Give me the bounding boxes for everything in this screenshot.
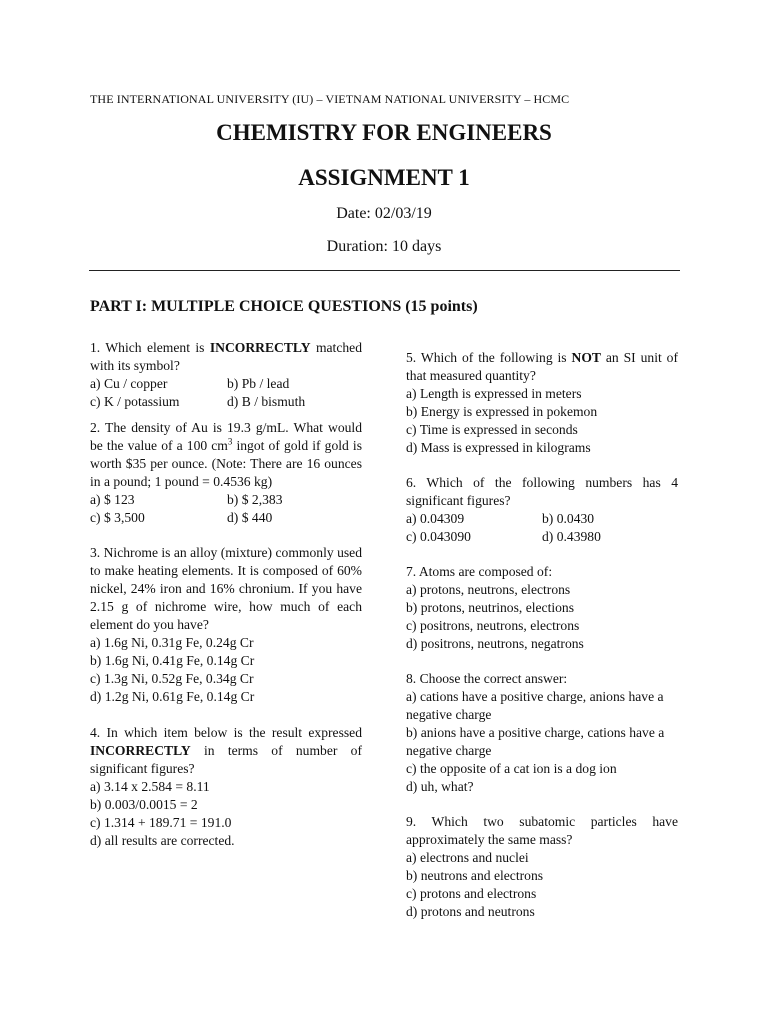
stem-text: an SI unit of that measured quantity?: [406, 350, 678, 383]
option-row: [406, 510, 678, 528]
option-a: a) protons, neutrons, electrons: [406, 582, 571, 597]
stem-text: 4. In which item below is the result expressed: [90, 725, 362, 740]
option-row: [90, 491, 362, 509]
assignment-title: ASSIGNMENT 1: [298, 165, 470, 190]
option-d: d) positrons, neutrons, negatrons: [406, 636, 584, 651]
option-c: c) 0.043090: [406, 529, 471, 544]
option-d: d) all results are corrected.: [90, 833, 235, 848]
option-b: b) 1.6g Ni, 0.41g Fe, 0.14g Cr: [90, 653, 255, 668]
left-column: [90, 339, 362, 850]
header-divider: [89, 270, 680, 271]
question-8: [406, 670, 678, 796]
option-c: c) Time is expressed in seconds: [406, 422, 578, 437]
option-c: c) protons and electrons: [406, 886, 537, 901]
question-stem: 6. Which of the following numbers has 4 significant figures?: [406, 475, 678, 508]
question-1: [90, 339, 362, 411]
option-b: b) $ 2,383: [227, 492, 283, 507]
option-b: b) neutrons and electrons: [406, 868, 544, 883]
option-row: [406, 528, 678, 546]
option-a: a) 3.14 x 2.584 = 8.11: [90, 779, 210, 794]
option-d: d) uh, what?: [406, 779, 474, 794]
question-5: [406, 349, 678, 457]
part-heading: PART I: MULTIPLE CHOICE QUESTIONS (15 points): [90, 298, 478, 315]
option-c: c) $ 3,500: [90, 510, 145, 525]
option-a: a) cations have a positive charge, anions have a negative charge: [406, 689, 664, 722]
option-a: a) Length is expressed in meters: [406, 386, 582, 401]
option-b: b) 0.0430: [542, 511, 595, 526]
question-stem: 9. Which two subatomic particles have approximately the same mass?: [406, 814, 678, 847]
option-d: d) Mass is expressed in kilograms: [406, 440, 591, 455]
option-a: a) 1.6g Ni, 0.31g Fe, 0.24g Cr: [90, 635, 254, 650]
question-stem: [90, 419, 362, 491]
option-d: d) B / bismuth: [227, 394, 306, 409]
question-6: [406, 474, 678, 546]
question-4: [90, 724, 362, 850]
option-row: [90, 375, 362, 393]
option-c: c) 1.314 + 189.71 = 191.0: [90, 815, 232, 830]
option-row: [90, 393, 362, 411]
stem-text: 2. The density of Au is 19.3 g/mL. What would be the value of a 100 cm: [90, 420, 362, 453]
question-2: [90, 419, 362, 527]
option-a: a) 0.04309: [406, 511, 465, 526]
option-d: d) 1.2g Ni, 0.61g Fe, 0.14g Cr: [90, 689, 255, 704]
stem-text: matched with its symbol?: [90, 340, 362, 373]
option-a: a) Cu / copper: [90, 376, 168, 391]
option-c: c) positrons, neutrons, electrons: [406, 618, 580, 633]
right-column: [406, 349, 678, 921]
stem-emphasis: INCORRECTLY: [90, 743, 191, 758]
question-stem: 7. Atoms are composed of:: [406, 564, 553, 579]
option-b: b) Pb / lead: [227, 376, 290, 391]
stem-emphasis: NOT: [571, 350, 601, 365]
option-d: d) $ 440: [227, 510, 273, 525]
question-9: [406, 813, 678, 921]
option-d: d) protons and neutrons: [406, 904, 535, 919]
stem-text: 5. Which of the following is: [406, 350, 572, 365]
question-3: [90, 544, 362, 706]
option-row: [90, 509, 362, 527]
option-b: b) anions have a positive charge, cations have a negative charge: [406, 725, 665, 758]
question-7: [406, 563, 678, 653]
stem-text: 1. Which element is: [90, 340, 210, 355]
option-c: c) the opposite of a cat ion is a dog ion: [406, 761, 617, 776]
question-stem: [90, 724, 362, 778]
question-stem: 8. Choose the correct answer:: [406, 671, 568, 686]
assignment-duration: Duration: 10 days: [326, 238, 442, 255]
assignment-date: Date: 02/03/19: [336, 205, 432, 222]
stem-text: ingot of gold if gold is worth $35 per ounce. (Note: There are 16 ounces in a pound; 1 pound = 0.4536 kg): [90, 438, 362, 489]
option-b: b) Energy is expressed in pokemon: [406, 404, 598, 419]
option-d: d) 0.43980: [542, 529, 601, 544]
option-b: b) protons, neutrinos, elections: [406, 600, 575, 615]
stem-text: in terms of number of significant figures?: [90, 743, 362, 776]
question-stem: 3. Nichrome is an alloy (mixture) commonly used to make heating elements. It is composed of 60% nickel, 24% iron and 16% chronium. If you have 2.15 g of nichrome wire, how much of each element do you have?: [90, 545, 362, 632]
option-c: c) 1.3g Ni, 0.52g Fe, 0.34g Cr: [90, 671, 254, 686]
course-title: CHEMISTRY FOR ENGINEERS: [216, 120, 552, 145]
stem-emphasis: INCORRECTLY: [209, 340, 311, 355]
question-stem: [90, 339, 362, 375]
option-b: b) 0.003/0.0015 = 2: [90, 797, 198, 812]
superscript: 3: [227, 436, 233, 447]
question-stem: [406, 349, 678, 385]
option-a: a) $ 123: [90, 492, 135, 507]
option-a: a) electrons and nuclei: [406, 850, 529, 865]
option-c: c) K / potassium: [90, 394, 180, 409]
university-header: THE INTERNATIONAL UNIVERSITY (IU) – VIETNAM NATIONAL UNIVERSITY – HCMC: [90, 92, 570, 106]
